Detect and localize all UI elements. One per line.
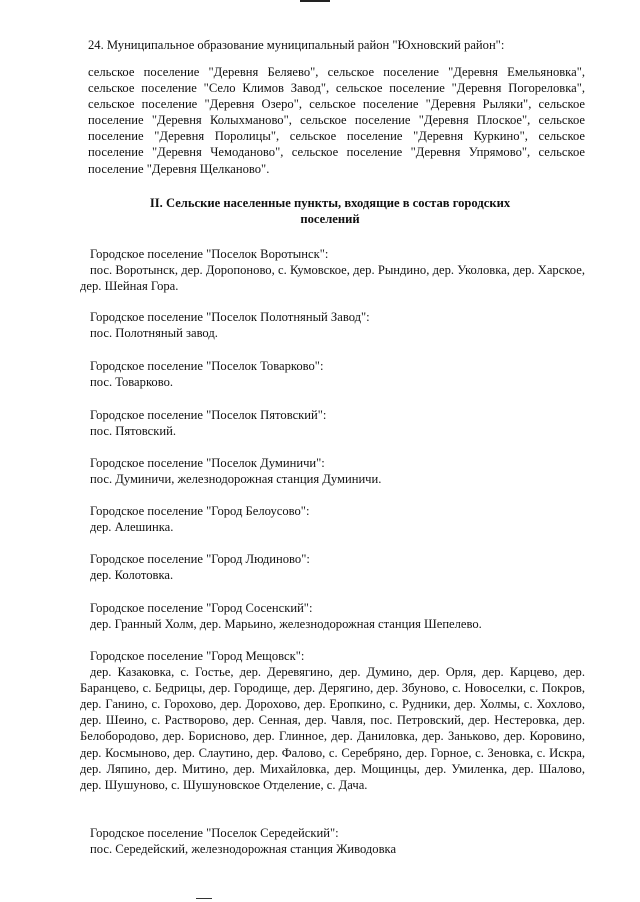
settlement-name: Городское поселение "Город Мещовск": [90,649,305,663]
section-title [80,195,580,227]
page-top-mark [300,0,330,2]
settlement-block [88,825,585,857]
settlement-name: Городское поселение "Город Белоусово": [90,504,310,518]
section-title-line-1: II. Сельские населенные пункты, входящие в состав городских [149,196,511,210]
settlement-name: Городское поселение "Поселок Пятовский": [90,408,327,422]
settlement-localities: пос. Пятовский. [90,424,176,439]
settlement-localities: дер. Алешинка. [90,520,174,535]
page-bottom-mark [196,898,212,899]
settlement-localities: пос. Думиничи, железнодорожная станция Думиничи. [90,472,382,487]
settlement-localities: пос. Воротынск, дер. Доропоново, с. Кумовское, дер. Рындино, дер. Уколовка, дер. Харское, дер. Шейная Гора. [80,263,585,294]
section-title-line-2: поселений [300,212,360,226]
settlement-block [88,551,585,583]
settlement-name: Городское поселение "Поселок Середейский": [90,826,339,840]
settlement-name: Городское поселение "Поселок Полотняный Завод": [90,310,370,324]
settlement-name: Городское поселение "Город Людиново": [90,552,310,566]
settlement-localities: пос. Полотняный завод. [90,326,218,341]
settlement-localities: дер. Колотовка. [90,568,174,583]
settlement-name: Городское поселение "Город Сосенский": [90,601,313,615]
settlement-block [88,455,585,487]
settlement-block [80,648,585,793]
settlement-localities: дер. Казаковка, с. Гостье, дер. Деревягино, дер. Думино, дер. Орля, дер. Карцево, дер. Баранцево, с. Бедрицы, дер. Городище, дер. Дерягино, дер. Збуново, с. Новоселки, с. Покров, дер. Ганино, с. Горохово, дер. Дорохово, дер. Еропкино, с. Рудники, дер. Холмы, с. Хохлово, дер. Шеино, с. Растворово, дер. Сенная, дер. Чавля, пос. Петровский, дер. Нестеровка, дер. Белобородово, дер. Борисново, дер. Глинное, дер. Даниловка, дер. Заньково, дер. Коровино, дер. Космыново, дер. Слаутино, дер. Фалово, с. Серебряно, дер. Горное, с. Зеновка, с. Искра, дер. Ляпино, дер. Митино, дер. Михайловка, дер. Мощинцы, дер. Умиленка, дер. Шалово, дер. Шушуново, с. Шушуновское Отделение, с. Дача. [80,665,585,792]
settlement-localities: дер. Гранный Холм, дер. Марьино, железнодорожная станция Шепелево. [90,617,482,632]
settlement-block [88,358,585,390]
settlement-localities: пос. Товарково. [90,375,174,390]
settlement-block [88,600,585,632]
settlement-block [88,309,585,341]
settlement-localities: пос. Середейский, железнодорожная станция Живодовка [90,842,397,857]
settlement-block [88,407,585,439]
settlement-name: Городское поселение "Поселок Воротынск": [90,247,329,261]
municipality-heading: 24. Муниципальное образование муниципальный район "Юхновский район": [88,38,505,52]
settlement-block [80,246,585,294]
municipality-settlements-list: сельское поселение "Деревня Беляево", сельское поселение "Деревня Емельяновка", сельское поселение "Село Климов Завод", сельское поселение "Деревня Погореловка", сельское поселение "Деревня Озеро", сельское поселение "Деревня Рыляки", сельское поселение "Деревня Колыхманово", сельское поселение "Деревня Плоское", сельское поселение "Деревня Поролицы", сельское поселение "Деревня Куркино", сельское поселение "Деревня Чемоданово", сельское поселение "Деревня Упрямово", сельское поселение "Деревня Щелканово". [88,65,585,176]
settlement-name: Городское поселение "Поселок Думиничи": [90,456,325,470]
settlement-name: Городское поселение "Поселок Товарково": [90,359,324,373]
settlement-block [88,503,585,535]
